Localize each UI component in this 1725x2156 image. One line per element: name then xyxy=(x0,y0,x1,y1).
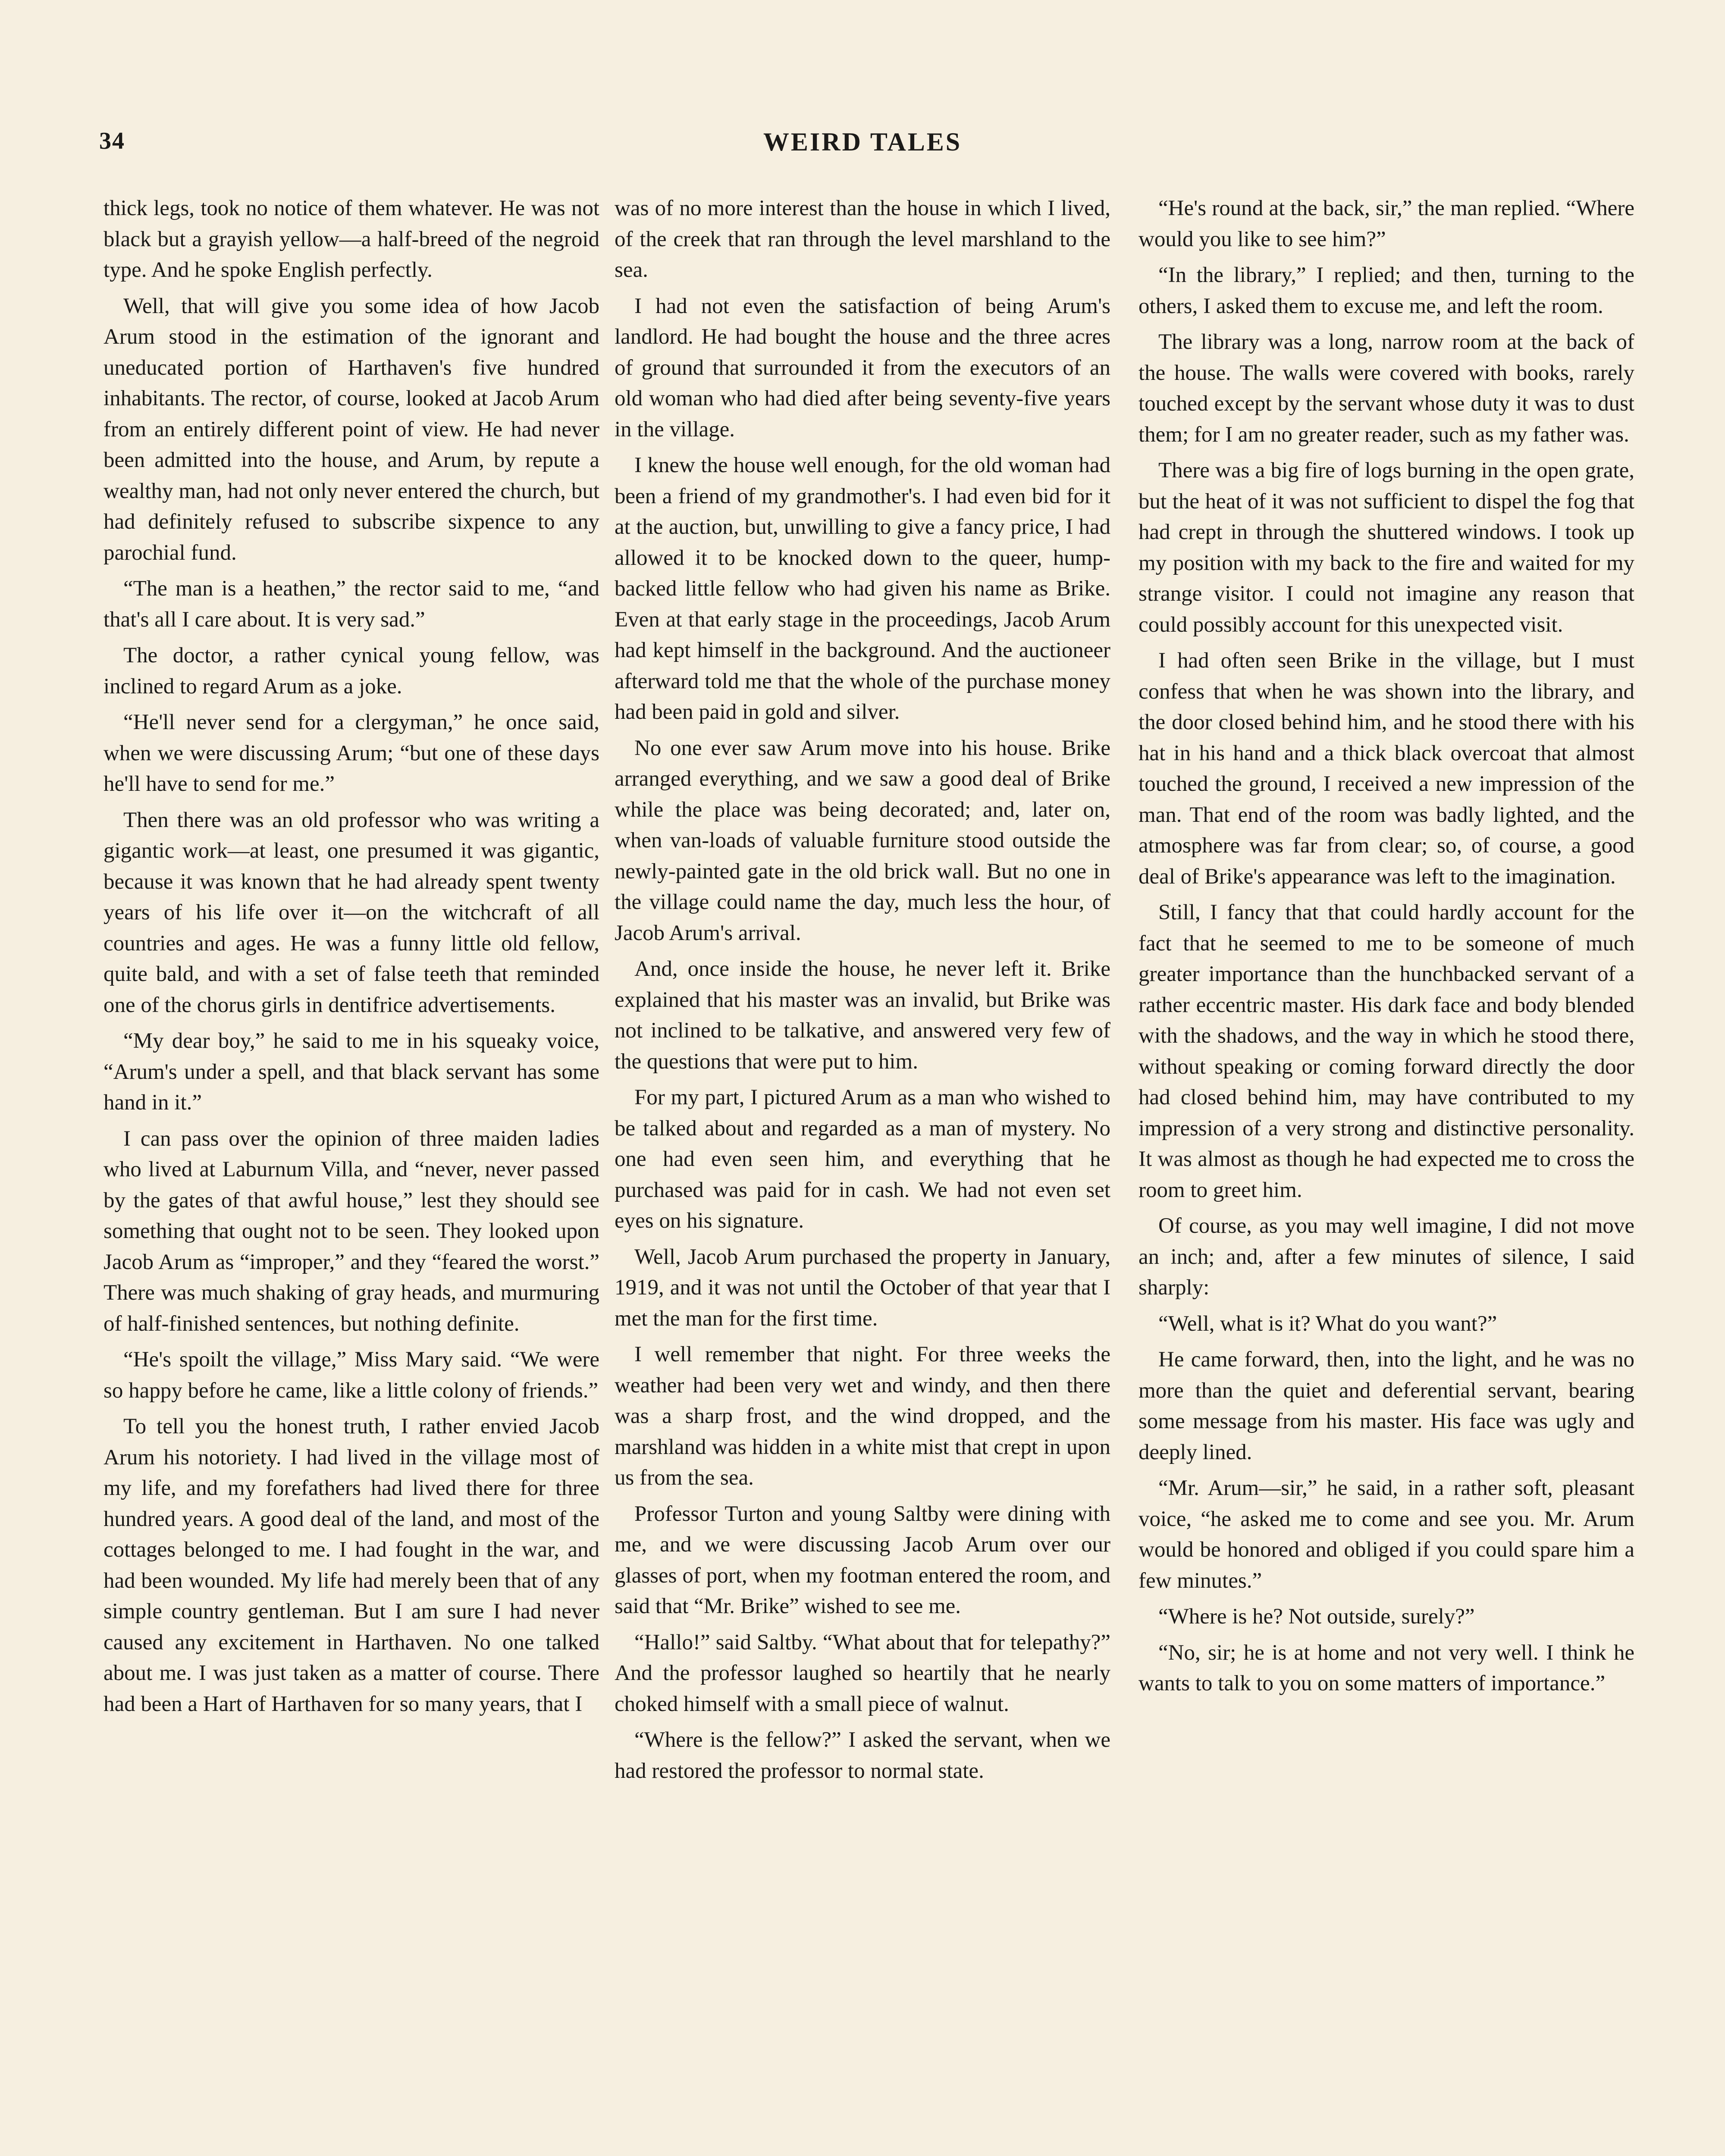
paragraph: “Where is he? Not outside, surely?” xyxy=(1158,1604,1475,1629)
paragraph: And, once inside the house, he never left it. Brike explained that his master was an invalid, but Brike was not inclined to be talkative, and answered very few of the questions that were put to him. xyxy=(615,957,1110,1074)
text-column-2 xyxy=(615,193,1110,2156)
paragraph: “Well, what is it? What do you want?” xyxy=(1158,1311,1497,1336)
paragraph: “He's spoilt the village,” Miss Mary said. “We were so happy before he came, like a little colony of friends.” xyxy=(104,1348,599,1403)
paragraph: thick legs, took no notice of them whatever. He was not black but a grayish yellow—a half-breed of the negroid type. And he spoke English perfectly. xyxy=(104,196,599,282)
paragraph: For my part, I pictured Arum as a man who wished to be talked about and regarded as a man of mystery. No one had even seen him, and everything that he purchased was paid for in cash. We had not even set eyes on his signature. xyxy=(615,1085,1110,1233)
text-column-3 xyxy=(1138,193,1634,2156)
page-header xyxy=(99,127,1626,162)
text-column-1 xyxy=(104,193,599,2156)
paragraph: No one ever saw Arum move into his house. Brike arranged everything, and we saw a good deal of Brike while the place was being decorated; and, later on, when van-loads of valuable furniture stood outside the newly-painted gate in the old brick wall. But no one in the village could name the day, much less the hour, of Jacob Arum's arrival. xyxy=(615,736,1110,945)
paragraph: I had often seen Brike in the village, but I must confess that when he was shown into the library, and the door closed behind him, and he stood there with his hat in his hand and a thick black overcoat that almost touched the ground, I received a new impression of the man. That end of the room was badly lighted, and the atmosphere was far from clear; so, of course, a good deal of Brike's appearance was left to the imagination. xyxy=(1138,649,1634,889)
paragraph: Then there was an old professor who was writing a gigantic work—at least, one presumed it was gigantic, because it was known that he had already spent twenty years of his life over it—on the witchcraft of all countries and ages. He was a funny little old fellow, quite bald, and with a set of false teeth that reminded one of the chorus girls in dentifrice advertisements. xyxy=(104,808,599,1017)
paragraph: Professor Turton and young Saltby were dining with me, and we were discussing Jacob Arum over our glasses of port, when my footman entered the room, and said that “Mr. Brike” wished to see me. xyxy=(615,1501,1110,1618)
paragraph: I knew the house well enough, for the old woman had been a friend of my grandmother's. I had even bid for it at the auction, but, unwilling to give a fancy price, I had allowed it to be knocked down to the queer, hump-backed little fellow who had given his name as Brike. Even at that early stage in the proceedings, Jacob Arum had kept himself in the background. And the auctioneer afterward told me that the whole of the purchase money had been paid in gold and silver. xyxy=(615,453,1110,724)
running-title: WEIRD TALES xyxy=(763,128,962,156)
paragraph: The library was a long, narrow room at the back of the house. The walls were covered with books, rarely touched except by the servant whose duty it was to dust them; for I am no greater reader, such as my father was. xyxy=(1138,330,1634,447)
paragraph: Well, that will give you some idea of how Jacob Arum stood in the estimation of the ignorant and uneducated portion of Harthaven's five hundred inhabitants. The rector, of course, looked at Jacob Arum from an entirely different point of view. He had never been admitted into the house, and Arum, by repute a wealthy man, had not only never entered the church, but had definitely refused to subscribe sixpence to any parochial fund. xyxy=(104,294,599,565)
paragraph: Well, Jacob Arum purchased the property in January, 1919, and it was not until the October of that year that I met the man for the first time. xyxy=(615,1244,1110,1331)
paragraph: “He'll never send for a clergyman,” he once said, when we were discussing Arum; “but one of these days he'll have to send for me.” xyxy=(104,710,599,796)
paragraph: “Hallo!” said Saltby. “What about that for telepathy?” And the professor laughed so heartily that he nearly choked himself with a small piece of walnut. xyxy=(615,1630,1110,1716)
paragraph: He came forward, then, into the light, and he was no more than the quiet and deferential servant, bearing some message from his master. His face was ugly and deeply lined. xyxy=(1138,1348,1634,1464)
paragraph: I well remember that night. For three weeks the weather had been very wet and windy, and then there was a sharp frost, and the wind dropped, and the marshland was hidden in a white mist that crept in upon us from the sea. xyxy=(615,1342,1110,1490)
paragraph: There was a big fire of logs burning in the open grate, but the heat of it was not sufficient to dispel the fog that had crept in through the shuttered windows. I took up my position with my back to the fire and waited for my strange visitor. I could not imagine any reason that could possibly account for this unexpected visit. xyxy=(1138,458,1634,637)
paragraph: “Where is the fellow?” I asked the servant, when we had restored the professor to normal state. xyxy=(615,1728,1110,1783)
paragraph: “The man is a heathen,” the rector said to me, “and that's all I care about. It is very sad.” xyxy=(104,577,599,632)
paragraph: Still, I fancy that that could hardly account for the fact that he seemed to me to be someone of much greater importance than the hunchbacked servant of a rather eccentric master. His dark face and body blended with the shadows, and the way in which he stood there, without speaking or coming forward directly the door had closed behind him, may have contributed to my impression of a very strong and distinctive personality. It was almost as though he had expected me to cross the room to greet him. xyxy=(1138,900,1634,1202)
paragraph: “Mr. Arum—sir,” he said, in a rather soft, pleasant voice, “he asked me to come and see you. Mr. Arum would be honored and obliged if you could spare him a few minutes.” xyxy=(1138,1476,1634,1593)
paragraph: To tell you the honest truth, I rather envied Jacob Arum his notoriety. I had lived in the village most of my life, and my forefathers had lived there for three hundred years. A good deal of the land, and most of the cottages belonged to me. I had fought in the war, and had been wounded. My life had merely been that of any simple country gentleman. But I am sure I had never caused any excitement in Harthaven. No one talked about me. I was just taken as a matter of course. There had been a Hart of Harthaven for so many years, that I xyxy=(104,1414,599,1716)
paragraph: I can pass over the opinion of three maiden ladies who lived at Laburnum Villa, and “never, never passed by the gates of that awful house,” lest they should see something that ought not to be seen. They looked upon Jacob Arum as “improper,” and they “feared the worst.” There was much shaking of gray heads, and murmuring of half-finished sentences, but nothing definite. xyxy=(104,1126,599,1336)
paragraph: The doctor, a rather cynical young fellow, was inclined to regard Arum as a joke. xyxy=(104,643,599,699)
paragraph: Of course, as you may well imagine, I did not move an inch; and, after a few minutes of silence, I said sharply: xyxy=(1138,1214,1634,1300)
paragraph: “He's round at the back, sir,” the man replied. “Where would you like to see him?” xyxy=(1138,196,1634,251)
page-number: 34 xyxy=(99,128,125,154)
paragraph: was of no more interest than the house in which I lived, of the creek that ran through the level marshland to the sea. xyxy=(615,196,1110,282)
paragraph: “No, sir; he is at home and not very well. I think he wants to talk to you on some matters of importance.” xyxy=(1138,1640,1634,1695)
paragraph: I had not even the satisfaction of being Arum's landlord. He had bought the house and the three acres of ground that surrounded it from the executors of an old woman who had died after being seventy-five years in the village. xyxy=(615,294,1110,442)
paragraph: “In the library,” I replied; and then, turning to the others, I asked them to excuse me, and left the room. xyxy=(1138,263,1634,318)
paragraph: “My dear boy,” he said to me in his squeaky voice, “Arum's under a spell, and that black servant has some hand in it.” xyxy=(104,1029,599,1115)
